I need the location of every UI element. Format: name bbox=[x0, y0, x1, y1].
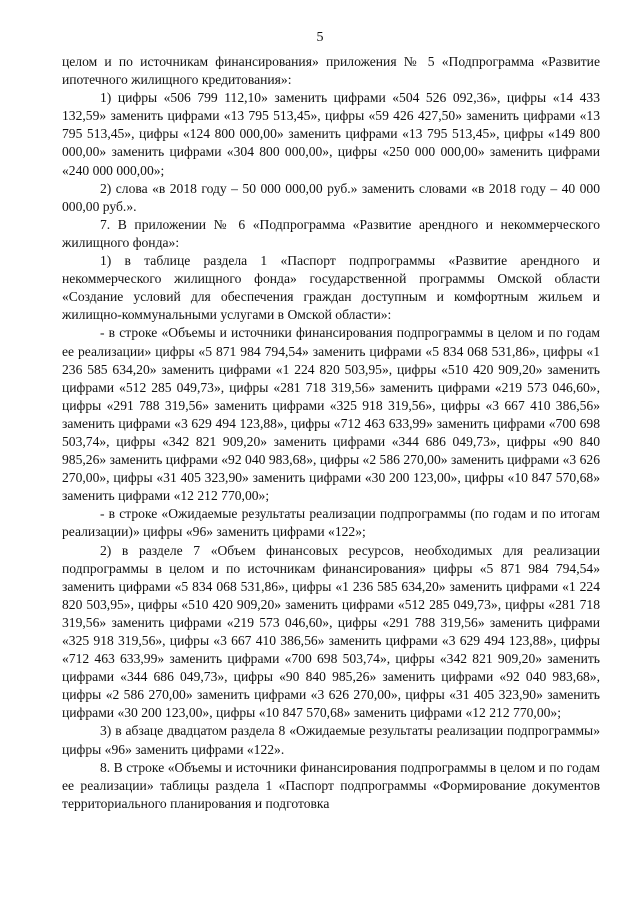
page-number: 5 bbox=[316, 30, 324, 45]
para-app6-item-2: 2) в разделе 7 «Объем финансовых ресурсов, необходимых для реализации подпрограммы в целом и по источникам финансирования» цифры «5 871 984 794,54» заменить цифрами «5 834 068 531,86», цифры «1 236 585 634,20» заменить цифрами «1 224 820 503,95», цифры «510 420 909,20» заменить цифрами «512 285 049,73», цифры «281 718 319,56» заменить цифрами «219 573 046,60», цифры «291 788 319,56» заменить цифрами «325 918 319,56», цифры «3 667 410 386,56» заменить цифрами «3 629 494 123,88», цифры «712 463 633,99» заменить цифрами «700 698 503,74», цифры «342 821 909,20» заменить цифрами «344 686 049,73», цифры «90 840 985,26» заменить цифрами «92 040 983,68», цифры «2 586 270,00» заменить цифрами «3 626 270,00», цифры «31 405 323,90» заменить цифрами «30 200 123,00», цифры «10 847 570,68» заменить цифрами «12 212 770,00»; bbox=[62, 542, 600, 721]
para-app6-item-1-results-row: - в строке «Ожидаемые результаты реализации подпрограммы (по годам и по итогам реализации)» цифры «96» заменить цифрами «122»; bbox=[62, 506, 600, 540]
para-app6-item-1: 1) в таблице раздела 1 «Паспорт подпрограммы «Развитие арендного и некоммерческого жилищного фонда» государственной программы Омской области «Создание условий для обеспечения граждан доступным и комфортным жильем и жилищно-коммунальными услугами в Омской области»: bbox=[62, 253, 600, 323]
para-section-7: 7. В приложении № 6 «Подпрограмма «Развитие арендного и некоммерческого жилищного фонда»: bbox=[62, 216, 600, 250]
para-continuation-app5: целом и по источникам финансирования» приложения № 5 «Подпрограмма «Развитие ипотечного жилищного кредитования»: bbox=[62, 54, 600, 88]
document-body bbox=[62, 53, 600, 813]
para-app6-item-3: 3) в абзаце двадцатом раздела 8 «Ожидаемые результаты реализации подпрограммы» цифры «96» заменить цифрами «122». bbox=[62, 723, 600, 757]
para-section-8: 8. В строке «Объемы и источники финансирования подпрограммы в целом и по годам ее реализации» таблицы раздела 1 «Паспорт подпрограммы «Формирование документов территориального планирования и подготовка bbox=[62, 759, 600, 811]
para-app5-item-2: 2) слова «в 2018 году – 50 000 000,00 руб.» заменить словами «в 2018 году – 40 000 000,00 руб.». bbox=[62, 180, 600, 214]
para-app6-item-1-financing-row: - в строке «Объемы и источники финансирования подпрограммы в целом и по годам ее реализации» цифры «5 871 984 794,54» заменить цифрами «5 834 068 531,86», цифры «1 236 585 634,20» заменить цифрами «1 224 820 503,95», цифры «510 420 909,20» заменить цифрами «512 285 049,73», цифры «281 718 319,56» заменить цифрами «219 573 046,60», цифры «291 788 319,56» заменить цифрами «325 918 319,56», цифры «3 667 410 386,56» заменить цифрами «3 629 494 123,88», цифры «712 463 633,99» заменить цифрами «700 698 503,74», цифры «342 821 909,20» заменить цифрами «344 686 049,73», цифры «90 840 985,26» заменить цифрами «92 040 983,68», цифры «2 586 270,00» заменить цифрами «3 626 270,00», цифры «31 405 323,90» заменить цифрами «30 200 123,00», цифры «10 847 570,68» заменить цифрами «12 212 770,00»; bbox=[62, 325, 600, 504]
para-app5-item-1: 1) цифры «506 799 112,10» заменить цифрами «504 526 092,36», цифры «14 433 132,59» заменить цифрами «13 795 513,45», цифры «59 426 427,50» заменить цифрами «13 795 513,45», цифры «124 800 000,00» заменить цифрами «13 795 513,45», цифры «149 800 000,00» заменить цифрами «304 800 000,00», цифры «250 000 000,00» заменить цифрами «240 000 000,00»; bbox=[62, 90, 600, 178]
